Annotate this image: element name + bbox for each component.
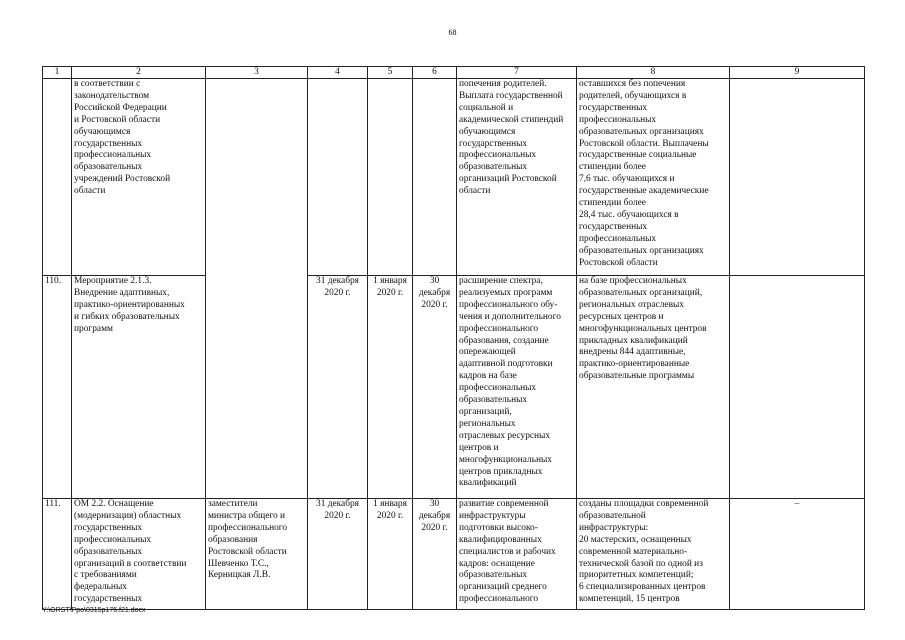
column-header-6: 6 — [413, 67, 457, 79]
start-date-cell: 1 января 2020 г. — [368, 276, 413, 499]
notes-cell — [730, 79, 865, 276]
actual-result-cell: оставшихся без попечения родителей, обучающихся в государственных профессиональных образовательных организациях Ростовской области. Выплачены государственные социальные стипендии более 7,6 тыс. обучающихся и государственные академические стипендии более 28,4 тыс. обучающихся в государственных профессиональных образовательных организациях Ростовской области — [577, 79, 730, 276]
responsible-cell — [206, 79, 308, 499]
actual-result-cell: на базе профессиональных образовательных организаций, региональных отраслевых ресурсных центров и многофункциональных центров прикладных квалификаций внедрены 844 адаптивные, практико-ориентированные образовательные программы — [577, 276, 730, 499]
document-table — [42, 66, 865, 610]
column-header-1: 1 — [43, 67, 72, 79]
actual-result-cell: созданы площадки современной образовательной инфраструктуры: 20 мастерских, оснащенных современной материально- технической базой по одной из приоритетных компетенций; 6 специализированных центров компетенций, 15 центров — [577, 499, 730, 610]
deadline-cell: 31 декабря 2020 г. — [308, 499, 368, 610]
measure-name-cell: Мероприятие 2.1.3. Внедрение адаптивных, практико-ориентированных и гибких образовательных программ — [72, 276, 206, 499]
row-number: 110. — [43, 276, 72, 499]
table-row — [43, 276, 865, 499]
start-date-cell: 1 января 2020 г. — [368, 499, 413, 610]
responsible-cell: заместители министра общего и профессионального образования Ростовской области Шевченко Т.С., Керницкая Л.В. — [206, 499, 308, 610]
end-date-cell: 30 декабря 2020 г. — [413, 276, 457, 499]
table-row — [43, 499, 865, 610]
end-date-cell — [413, 79, 457, 276]
measure-name-cell: ОМ 2.2. Оснащение (модернизация) областных государственных профессиональных образовательных организаций в соответствии с требованиями федеральных государственных — [72, 499, 206, 610]
header-row — [43, 67, 865, 79]
deadline-cell — [308, 79, 368, 276]
column-header-5: 5 — [368, 67, 413, 79]
table-row — [43, 79, 865, 276]
column-header-8: 8 — [577, 67, 730, 79]
column-header-7: 7 — [457, 67, 577, 79]
column-header-9: 9 — [730, 67, 865, 79]
expected-result-cell: развитие современной инфраструктуры подготовки высоко- квалифицированных специалистов и рабочих кадров: оснащение образовательных организаций среднего профессионального — [457, 499, 577, 610]
measure-name-cell: в соответствии с законодательством Российской Федерации и Ростовской области обучающимся государственных профессиональных образовательных учреждений Ростовской области — [72, 79, 206, 276]
page-number: 68 — [448, 28, 457, 37]
file-path-footer: Y:\ORST\Ppo\0315p176.f21.docx — [42, 607, 146, 614]
notes-cell — [730, 276, 865, 499]
end-date-cell: 30 декабря 2020 г. — [413, 499, 457, 610]
notes-cell: – — [730, 499, 865, 610]
row-number — [43, 79, 72, 276]
expected-result-cell: расширение спектра, реализуемых программ профессионального обу- чения и дополнительного профессионального образования, создание опережающей адаптивной подготовки кадров на базе профессиональных образовательных организаций, региональных отраслевых ресурсных центров и многофункциональных центров прикладных квалификаций — [457, 276, 577, 499]
deadline-cell: 31 декабря 2020 г. — [308, 276, 368, 499]
expected-result-cell: попечения родителей. Выплата государственной социальной и академической стипендий обучающимся государственных профессиональных образовательных организаций Ростовской области — [457, 79, 577, 276]
column-header-2: 2 — [72, 67, 206, 79]
column-header-4: 4 — [308, 67, 368, 79]
start-date-cell — [368, 79, 413, 276]
row-number: 111. — [43, 499, 72, 610]
column-header-3: 3 — [206, 67, 308, 79]
